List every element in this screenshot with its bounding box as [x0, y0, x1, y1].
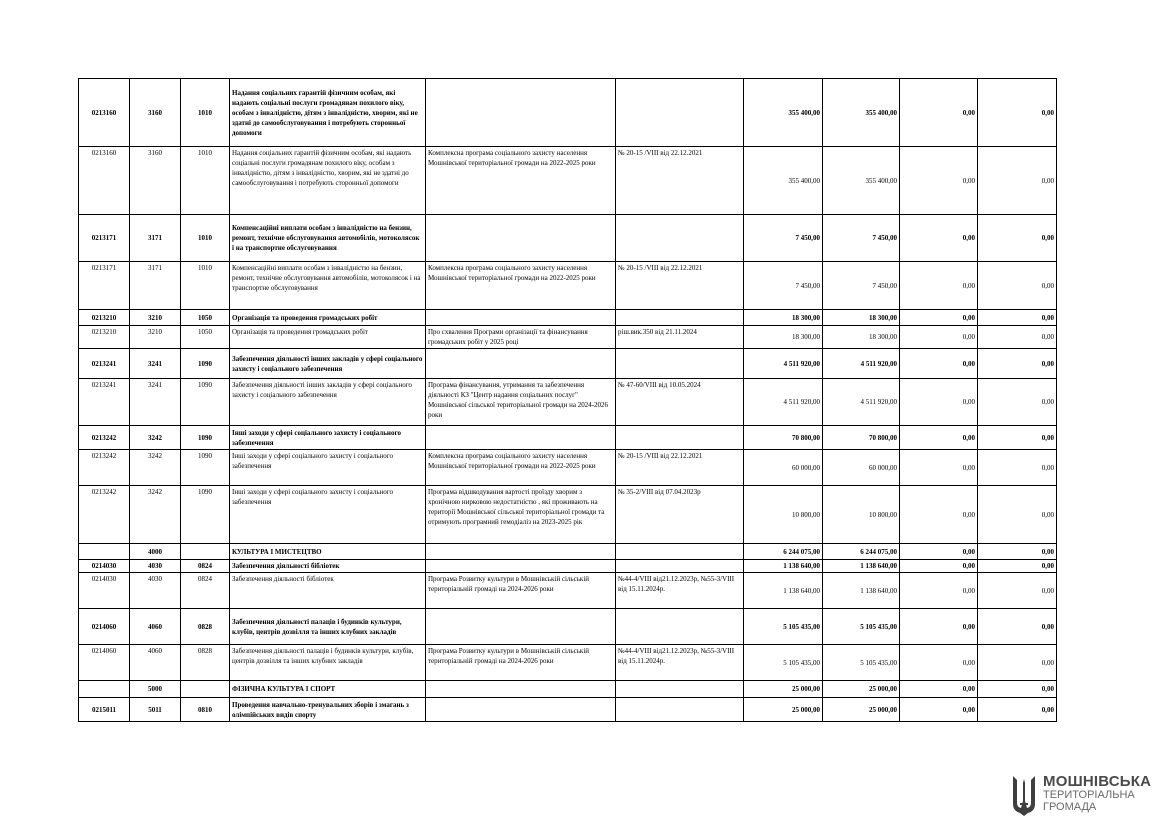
cell-program: Комплексна програма соціального захисту населення Мошнівської територіальної громади на 2022-2025 роки — [426, 262, 616, 310]
cell-program — [426, 349, 616, 379]
cell-program: Про схвалення Програми організації та фінансування громадських робіт у 2025 році — [426, 326, 616, 349]
table-row-summary — [79, 544, 1057, 560]
cell-code: 0214060 — [79, 609, 130, 645]
community-logo — [1010, 773, 1160, 817]
cell-code: 0213242 — [79, 426, 130, 450]
table-row-summary — [79, 349, 1057, 379]
cell-kfk: 1090 — [181, 486, 230, 544]
cell-name: Забезпечення діяльності палаців i будинків культури, клубів, центрів дозвілля та iнших клубних закладів — [230, 645, 426, 681]
cell-total: 5 105 435,00 — [744, 645, 823, 681]
cell-kfk: 0824 — [181, 573, 230, 609]
table-row — [79, 486, 1057, 544]
cell-kpk: 4000 — [130, 544, 181, 560]
cell-decision — [616, 79, 744, 147]
cell-special: 0,00 — [900, 215, 978, 262]
cell-general: 7 450,00 — [823, 215, 900, 262]
cell-total: 18 300,00 — [744, 310, 823, 326]
cell-total: 7 450,00 — [744, 262, 823, 310]
cell-code — [79, 681, 130, 698]
cell-kfk: 0828 — [181, 609, 230, 645]
cell-name: Організація та проведення громадських робіт — [230, 310, 426, 326]
cell-general: 25 000,00 — [823, 681, 900, 698]
cell-code: 0213241 — [79, 349, 130, 379]
cell-kpk: 3210 — [130, 310, 181, 326]
table-row-summary — [79, 310, 1057, 326]
cell-name: Компенсаційні виплати особам з інвалідністю на бензин, ремонт, технічне обслуговування автомобілів, мотоколясок і на транспортне обслуговування — [230, 215, 426, 262]
cell-general: 4 511 920,00 — [823, 349, 900, 379]
cell-general: 355 400,00 — [823, 79, 900, 147]
cell-decision: №44-4/VIII від21.12.2023р, №55-3/VIII від 15.11.2024р. — [616, 645, 744, 681]
cell-kpk: 4030 — [130, 560, 181, 573]
cell-kfk: 0828 — [181, 645, 230, 681]
cell-kfk — [181, 544, 230, 560]
cell-total: 25 000,00 — [744, 681, 823, 698]
cell-code: 0215011 — [79, 698, 130, 722]
table-row — [79, 262, 1057, 310]
cell-kpk: 4060 — [130, 645, 181, 681]
cell-total: 4 511 920,00 — [744, 349, 823, 379]
cell-dev: 0,00 — [978, 79, 1057, 147]
cell-special: 0,00 — [900, 645, 978, 681]
cell-general: 25 000,00 — [823, 698, 900, 722]
table-row-summary — [79, 79, 1057, 147]
cell-decision — [616, 560, 744, 573]
cell-special: 0,00 — [900, 560, 978, 573]
cell-program — [426, 79, 616, 147]
cell-kpk: 3242 — [130, 486, 181, 544]
cell-decision — [616, 698, 744, 722]
cell-special: 0,00 — [900, 450, 978, 486]
cell-kpk: 5011 — [130, 698, 181, 722]
cell-program: Програма Розвитку культури в Мошнівській сільській територіальній громаді на 2024-2026 роки — [426, 645, 616, 681]
cell-dev: 0,00 — [978, 147, 1057, 215]
logo-line1: МОШНІВСЬКА — [1043, 773, 1152, 790]
cell-kfk: 1050 — [181, 310, 230, 326]
cell-name: Надання соціальних гарантій фізичним особам, які надають соціальні послуги громадянам похилого віку, особам з інвалідністю, дітям з інвалідністю, хворим, які не здатні до самообслуговування і потребують сторонньої допомоги — [230, 147, 426, 215]
cell-total: 10 800,00 — [744, 486, 823, 544]
cell-name: КУЛЬТУРА І МИСТЕЦТВО — [230, 544, 426, 560]
cell-total: 5 105 435,00 — [744, 609, 823, 645]
cell-total: 6 244 075,00 — [744, 544, 823, 560]
logo-line3: ГРОМАДА — [1043, 801, 1097, 813]
trident-icon — [1010, 773, 1038, 817]
cell-program — [426, 310, 616, 326]
cell-dev: 0,00 — [978, 681, 1057, 698]
cell-name: Проведення навчально-тренувальних зборів і змагань з олімпійських видів спорту — [230, 698, 426, 722]
cell-kpk: 3171 — [130, 262, 181, 310]
cell-kfk: 1090 — [181, 349, 230, 379]
cell-name: Організація та проведення громадських робіт — [230, 326, 426, 349]
cell-dev: 0,00 — [978, 698, 1057, 722]
cell-program — [426, 426, 616, 450]
cell-kpk: 5000 — [130, 681, 181, 698]
table-row — [79, 645, 1057, 681]
cell-name: Забезпечення діяльності інших закладів у сфері соціального захисту і соціального забезпечення — [230, 349, 426, 379]
cell-decision — [616, 544, 744, 560]
cell-dev: 0,00 — [978, 560, 1057, 573]
cell-decision: № 20-15 /VIII від 22.12.2021 — [616, 147, 744, 215]
cell-name: Забезпечення діяльності бібліотек — [230, 560, 426, 573]
cell-general: 5 105 435,00 — [823, 645, 900, 681]
cell-general: 4 511 920,00 — [823, 379, 900, 426]
cell-kfk — [181, 681, 230, 698]
cell-code: 0213160 — [79, 79, 130, 147]
cell-special: 0,00 — [900, 426, 978, 450]
cell-special: 0,00 — [900, 573, 978, 609]
cell-decision — [616, 426, 744, 450]
table-row-summary — [79, 681, 1057, 698]
cell-dev: 0,00 — [978, 573, 1057, 609]
cell-code: 0213210 — [79, 310, 130, 326]
cell-total: 7 450,00 — [744, 215, 823, 262]
cell-kfk: 1050 — [181, 326, 230, 349]
cell-total: 1 138 640,00 — [744, 560, 823, 573]
table-body — [79, 79, 1057, 722]
cell-general: 10 800,00 — [823, 486, 900, 544]
cell-total: 70 800,00 — [744, 426, 823, 450]
cell-kpk: 3171 — [130, 215, 181, 262]
cell-special: 0,00 — [900, 609, 978, 645]
cell-total: 60 000,00 — [744, 450, 823, 486]
cell-program — [426, 609, 616, 645]
table-row-summary — [79, 426, 1057, 450]
cell-total: 355 400,00 — [744, 79, 823, 147]
cell-general: 18 300,00 — [823, 326, 900, 349]
cell-kpk: 3160 — [130, 147, 181, 215]
cell-general: 60 000,00 — [823, 450, 900, 486]
cell-special: 0,00 — [900, 326, 978, 349]
cell-code: 0213242 — [79, 450, 130, 486]
cell-name: Інші заходи у сфері соціального захисту і соціального забезпечення — [230, 450, 426, 486]
cell-decision: № 20-15 /VIII від 22.12.2021 — [616, 450, 744, 486]
cell-kpk: 3242 — [130, 426, 181, 450]
cell-code: 0213160 — [79, 147, 130, 215]
cell-program: Програма фінансування, утримання та забезпечення діяльності КЗ "Центр надання соціальних послуг" Мошнівської сільської територіальної громади на 2024-2026 роки — [426, 379, 616, 426]
cell-kpk: 4030 — [130, 573, 181, 609]
cell-dev: 0,00 — [978, 645, 1057, 681]
cell-program — [426, 544, 616, 560]
cell-dev: 0,00 — [978, 215, 1057, 262]
cell-decision: ріш.вик.350 від 21.11.2024 — [616, 326, 744, 349]
table-row — [79, 379, 1057, 426]
cell-name: ФІЗИЧНА КУЛЬТУРА І СПОРТ — [230, 681, 426, 698]
cell-name: Забезпечення діяльності інших закладів у сфері соціального захисту і соціального забезпечення — [230, 379, 426, 426]
cell-decision: № 35-2/VIII від 07.04.2023р — [616, 486, 744, 544]
cell-code: 0213171 — [79, 215, 130, 262]
cell-name: Інші заходи у сфері соціального захисту і соціального забезпечення — [230, 426, 426, 450]
cell-name: Забезпечення діяльності палаців i будинків культури, клубів, центрів дозвілля та iнших клубних закладів — [230, 609, 426, 645]
cell-dev: 0,00 — [978, 310, 1057, 326]
cell-code: 0214030 — [79, 560, 130, 573]
cell-kpk: 3160 — [130, 79, 181, 147]
table-row — [79, 450, 1057, 486]
cell-special: 0,00 — [900, 486, 978, 544]
cell-program — [426, 698, 616, 722]
cell-kfk: 0810 — [181, 698, 230, 722]
cell-special: 0,00 — [900, 79, 978, 147]
cell-kfk: 1010 — [181, 215, 230, 262]
cell-name: Забезпечення діяльності бібліотек — [230, 573, 426, 609]
cell-program: Комплексна програма соціального захисту населення Мошнівської територіальної громади на 2022-2025 роки — [426, 147, 616, 215]
cell-decision: № 47-60/VIII від 10.05.2024 — [616, 379, 744, 426]
cell-decision — [616, 215, 744, 262]
cell-special: 0,00 — [900, 379, 978, 426]
cell-kpk: 3241 — [130, 379, 181, 426]
cell-code: 0213171 — [79, 262, 130, 310]
cell-program — [426, 681, 616, 698]
cell-special: 0,00 — [900, 681, 978, 698]
cell-kfk: 1010 — [181, 147, 230, 215]
cell-dev: 0,00 — [978, 326, 1057, 349]
cell-dev: 0,00 — [978, 450, 1057, 486]
cell-total: 18 300,00 — [744, 326, 823, 349]
cell-dev: 0,00 — [978, 262, 1057, 310]
cell-kpk: 3242 — [130, 450, 181, 486]
cell-kfk: 0824 — [181, 560, 230, 573]
table-row-summary — [79, 609, 1057, 645]
table-row — [79, 573, 1057, 609]
cell-kpk: 4060 — [130, 609, 181, 645]
cell-special: 0,00 — [900, 262, 978, 310]
cell-total: 355 400,00 — [744, 147, 823, 215]
budget-table — [78, 78, 1057, 722]
cell-dev: 0,00 — [978, 544, 1057, 560]
cell-special: 0,00 — [900, 147, 978, 215]
cell-decision — [616, 681, 744, 698]
logo-line2: ТЕРИТОРІАЛЬНА — [1043, 789, 1135, 801]
cell-special: 0,00 — [900, 349, 978, 379]
cell-program — [426, 215, 616, 262]
cell-program: Комплексна програма соціального захисту населення Мошнівської територіальної громади на 2022-2025 роки — [426, 450, 616, 486]
cell-special: 0,00 — [900, 544, 978, 560]
cell-general: 1 138 640,00 — [823, 560, 900, 573]
cell-general: 6 244 075,00 — [823, 544, 900, 560]
cell-program: Програма відшкодування вартості проїзду хворим з хронічною нирковою недостатністю , які проживають на території Мошнівської сільської територіальної громади та отримують програмний гемодіаліз на 2023-2025 рік — [426, 486, 616, 544]
cell-special: 0,00 — [900, 698, 978, 722]
cell-special: 0,00 — [900, 310, 978, 326]
table-row-summary — [79, 560, 1057, 573]
cell-total: 25 000,00 — [744, 698, 823, 722]
table-row-summary — [79, 698, 1057, 722]
cell-kfk: 1010 — [181, 262, 230, 310]
table-row — [79, 326, 1057, 349]
cell-decision: №44-4/VIII від21.12.2023р, №55-3/VIII від 15.11.2024р. — [616, 573, 744, 609]
cell-program — [426, 560, 616, 573]
cell-decision — [616, 349, 744, 379]
cell-general: 1 138 640,00 — [823, 573, 900, 609]
cell-name: Компенсаційні виплати особам з інвалідністю на бензин, ремонт, технічне обслуговування автомобілів, мотоколясок і на транспортне обслуговування — [230, 262, 426, 310]
cell-kfk: 1090 — [181, 450, 230, 486]
cell-dev: 0,00 — [978, 349, 1057, 379]
table-row-summary — [79, 215, 1057, 262]
cell-dev: 0,00 — [978, 609, 1057, 645]
cell-code: 0213210 — [79, 326, 130, 349]
cell-decision: № 20-15 /VIII від 22.12.2021 — [616, 262, 744, 310]
cell-program: Програма Розвитку культури в Мошнівській сільській територіальній громаді на 2024-2026 роки — [426, 573, 616, 609]
cell-code: 0214030 — [79, 573, 130, 609]
cell-decision — [616, 609, 744, 645]
cell-name: Надання соціальних гарантій фізичним особам, які надають соціальні послуги громадянам похилого віку, особам з інвалідністю, дітям з інвалідністю, хворим, які не здатні до самообслуговування і потребують сторонньої допомоги — [230, 79, 426, 147]
cell-kpk: 3241 — [130, 349, 181, 379]
cell-decision — [616, 310, 744, 326]
cell-kfk: 1090 — [181, 426, 230, 450]
cell-dev: 0,00 — [978, 426, 1057, 450]
cell-code: 0213241 — [79, 379, 130, 426]
cell-general: 18 300,00 — [823, 310, 900, 326]
cell-general: 5 105 435,00 — [823, 609, 900, 645]
cell-general: 355 400,00 — [823, 147, 900, 215]
cell-general: 70 800,00 — [823, 426, 900, 450]
cell-dev: 0,00 — [978, 486, 1057, 544]
cell-total: 1 138 640,00 — [744, 573, 823, 609]
table-row — [79, 147, 1057, 215]
cell-total: 4 511 920,00 — [744, 379, 823, 426]
cell-kpk: 3210 — [130, 326, 181, 349]
cell-dev: 0,00 — [978, 379, 1057, 426]
cell-code: 0213242 — [79, 486, 130, 544]
cell-code: 0214060 — [79, 645, 130, 681]
cell-general: 7 450,00 — [823, 262, 900, 310]
cell-name: Інші заходи у сфері соціального захисту і соціального забезпечення — [230, 486, 426, 544]
cell-kfk: 1010 — [181, 79, 230, 147]
cell-kfk: 1090 — [181, 379, 230, 426]
cell-code — [79, 544, 130, 560]
